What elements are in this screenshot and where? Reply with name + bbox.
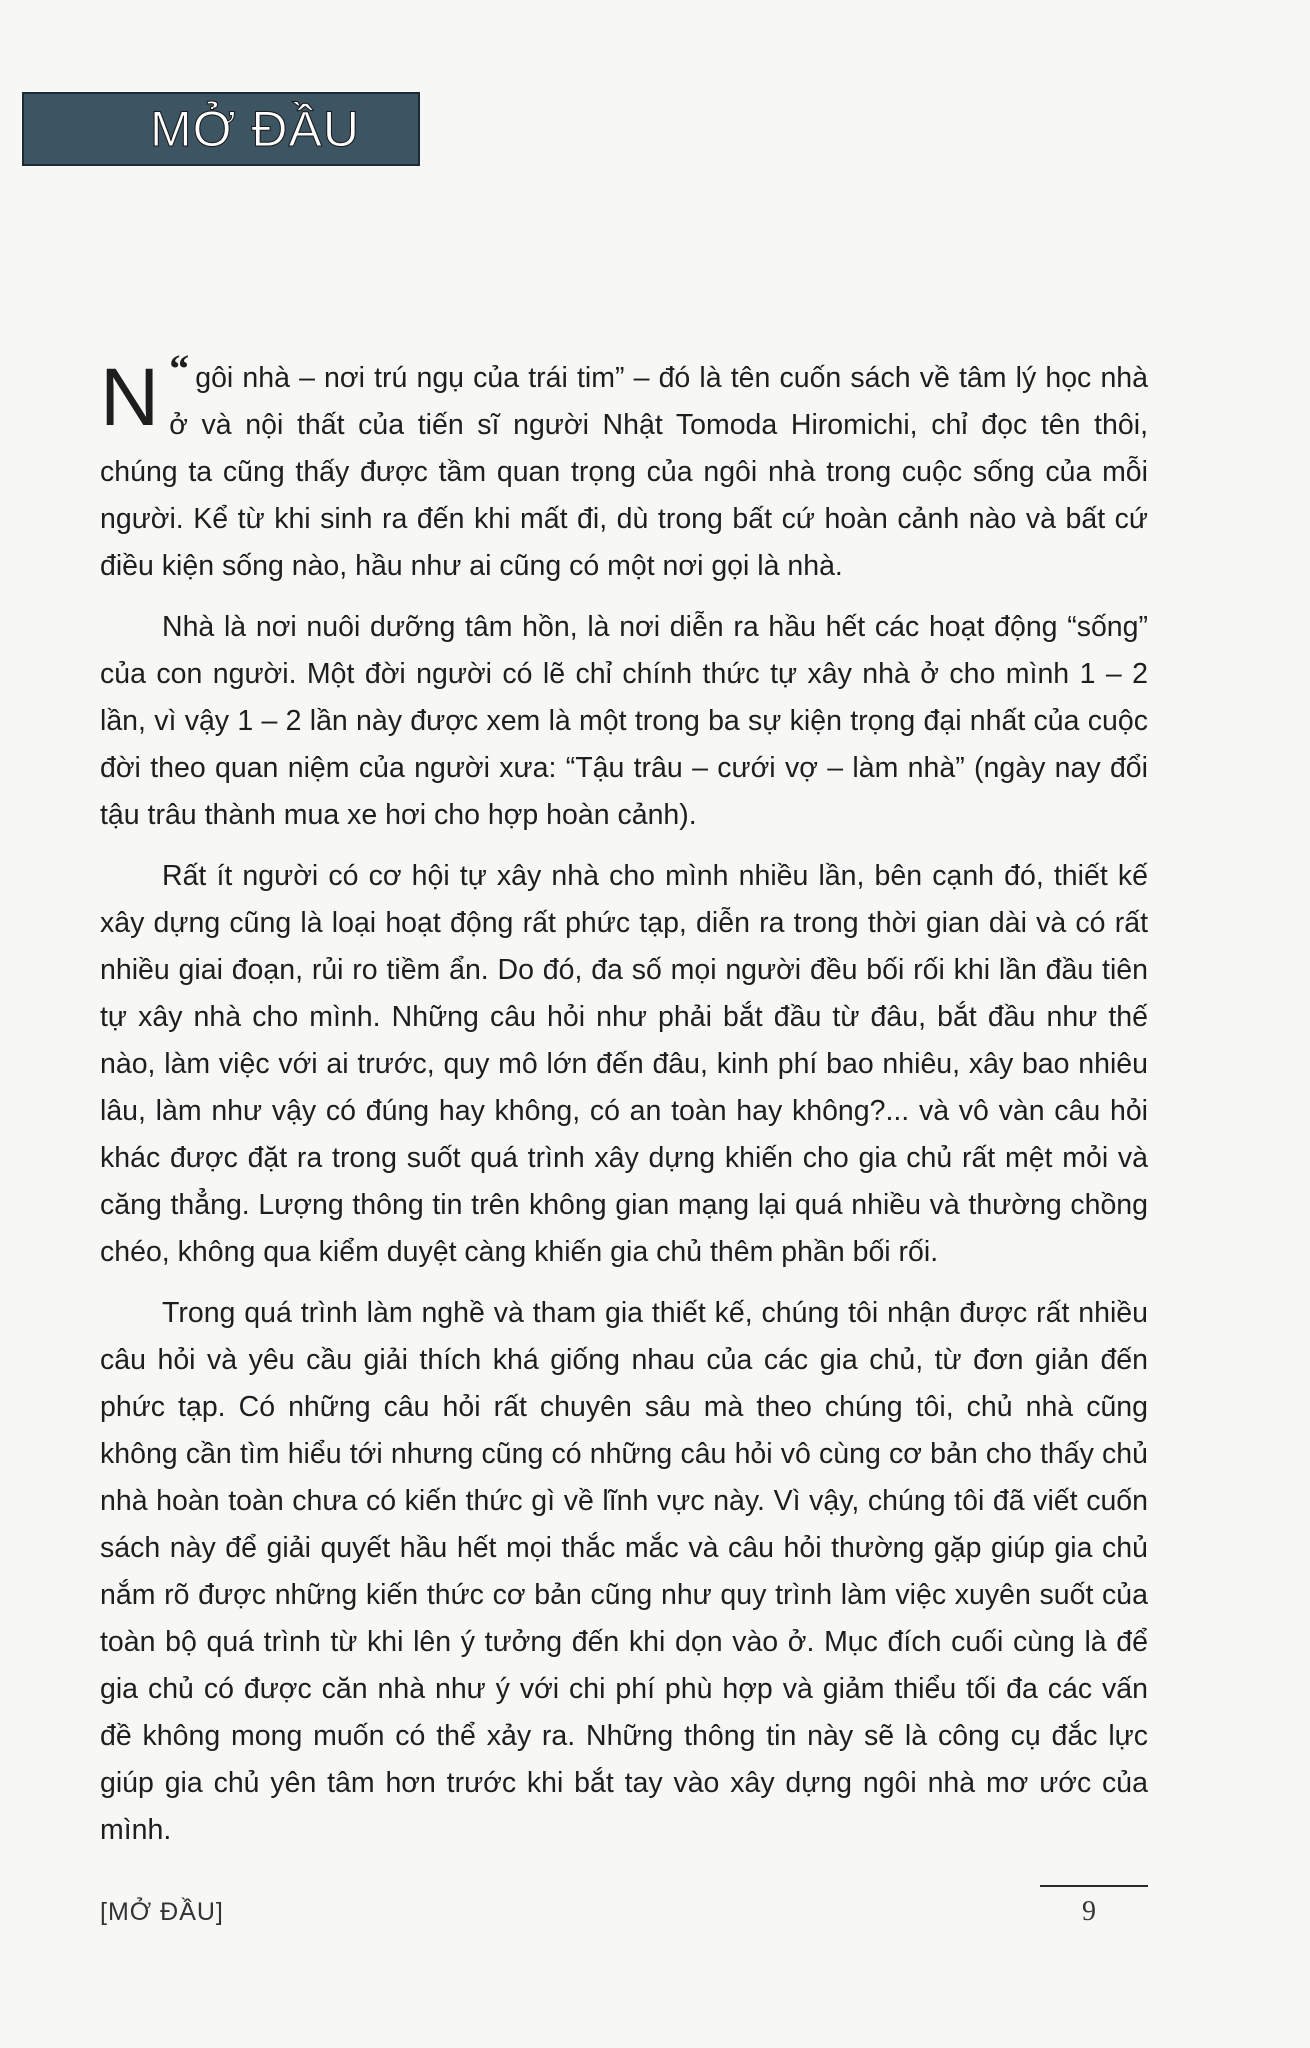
paragraph-4: Trong quá trình làm nghề và tham gia thiết kế, chúng tôi nhận được rất nhiều câu hỏi và yêu cầu giải thích khá giống nhau của các gia chủ, từ đơn giản đến phức tạp. Có những câu hỏi rất chuyên sâu mà theo chúng tôi, chủ nhà cũng không cần tìm hiểu tới nhưng cũng có những câu hỏi vô cùng cơ bản cho thấy chủ nhà hoàn toàn chưa có kiến thức gì về lĩnh vực này. Vì vậy, chúng tôi đã viết cuốn sách này để giải quyết hầu hết mọi thắc mắc và câu hỏi thường gặp giúp gia chủ nắm rõ được những kiến thức cơ bản cũng như quy trình làm việc xuyên suốt của toàn bộ quá trình từ khi lên ý tưởng đến khi dọn vào ở. Mục đích cuối cùng là để gia chủ có được căn nhà như ý với chi phí phù hợp và giảm thiểu tối đa các vấn đề không mong muốn có thể xảy ra. Những thông tin này sẽ là công cụ đắc lực giúp gia chủ yên tâm hơn trước khi bắt tay vào xây dựng ngôi nhà mơ ước của mình. [100, 1297, 1148, 1846]
footer-section-label: [MỞ ĐẦU] [100, 1898, 224, 1926]
paragraph-3: Rất ít người có cơ hội tự xây nhà cho mình nhiều lần, bên cạnh đó, thiết kế xây dựng cũng là loại hoạt động rất phức tạp, diễn ra trong thời gian dài và có rất nhiều giai đoạn, rủi ro tiềm ẩn. Do đó, đa số mọi người đều bối rối khi lần đầu tiên tự xây nhà cho mình. Những câu hỏi như phải bắt đầu từ đâu, bắt đầu như thế nào, làm việc với ai trước, quy mô lớn đến đâu, kinh phí bao nhiêu, xây bao nhiêu lâu, làm như vậy có đúng hay không, có an toàn hay không?... và vô vàn câu hỏi khác được đặt ra trong suốt quá trình xây dựng khiến cho gia chủ rất mệt mỏi và căng thẳng. Lượng thông tin trên không gian mạng lại quá nhiều và thường chồng chéo, không qua kiểm duyệt càng khiến gia chủ thêm phần bối rối. [100, 860, 1148, 1268]
chapter-title: MỞ ĐẦU [150, 101, 360, 157]
drop-cap: N [100, 352, 160, 443]
body-text [100, 346, 1148, 1868]
opening-quote-mark: “ [169, 346, 190, 391]
page-number: 9 [1082, 1896, 1096, 1927]
paragraph-1 [100, 346, 1148, 590]
footer-rule [1040, 1885, 1148, 1887]
paragraph-1-text: gôi nhà – nơi trú ngụ của trái tim” – đó là tên cuốn sách về tâm lý học nhà ở và nội thất của tiến sĩ người Nhật Tomoda Hiromichi, chỉ đọc tên thôi, chúng ta cũng thấy được tầm quan trọng của ngôi nhà trong cuộc sống của mỗi người. Kể từ khi sinh ra đến khi mất đi, dù trong bất cứ hoàn cảnh nào và bất cứ điều kiện sống nào, hầu như ai cũng có một nơi gọi là nhà. [100, 362, 1148, 582]
paragraph-2: Nhà là nơi nuôi dưỡng tâm hồn, là nơi diễn ra hầu hết các hoạt động “sống” của con người. Một đời người có lẽ chỉ chính thức tự xây nhà ở cho mình 1 – 2 lần, vì vậy 1 – 2 lần này được xem là một trong ba sự kiện trọng đại nhất của cuộc đời theo quan niệm của người xưa: “Tậu trâu – cưới vợ – làm nhà” (ngày nay đổi tậu trâu thành mua xe hơi cho hợp hoàn cảnh). [100, 611, 1148, 831]
